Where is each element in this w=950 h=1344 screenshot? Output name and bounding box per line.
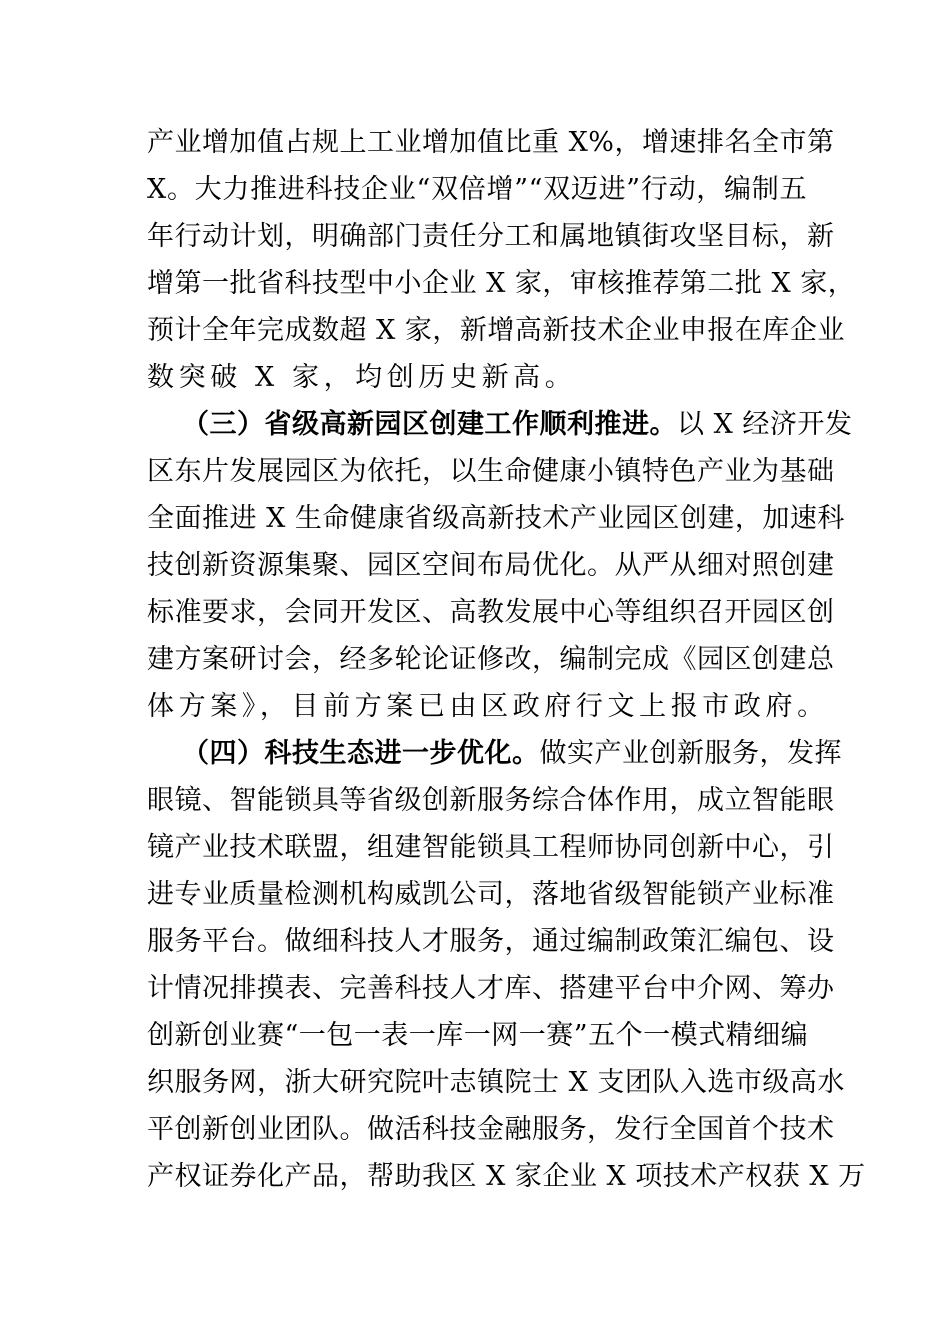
text-line: 织服务网，浙大研究院叶志镇院士 X 支团队入选市级高水 — [147, 1067, 845, 1098]
text-line: 眼镜、智能锁具等省级创新服务综合体作用，成立智能眼 — [147, 785, 835, 816]
text-line: 技创新资源集聚、园区空间布局优化。从严从细对照创建 — [147, 550, 835, 581]
text-span: 以 X 经济开发 — [677, 409, 853, 440]
section-heading-line — [182, 405, 853, 445]
text-line: X。大力推进科技企业“双倍增”“双迈进”行动，编制五 — [147, 174, 807, 205]
section-heading-line — [182, 734, 842, 774]
text-line: 创新创业赛“一包一表一库一网一赛”五个一模式精细编 — [147, 1020, 809, 1051]
text-line: 建方案研讨会，经多轮论证修改，编制完成《园区创建总 — [147, 644, 835, 675]
text-line: 年行动计划，明确部门责任分工和属地镇街攻坚目标，新 — [147, 221, 835, 252]
text-line: 进专业质量检测机构威凯公司，落地省级智能锁产业标准 — [147, 879, 835, 910]
text-span: 做实产业创新服务，发挥 — [539, 738, 842, 769]
text-line: 服务平台。做细科技人才服务，通过编制政策汇编包、设 — [147, 926, 835, 957]
text-line: 全面推进 X 生命健康省级高新技术产业园区创建，加速科 — [147, 503, 845, 534]
text-line: 镜产业技术联盟，组建智能锁具工程师协同创新中心，引 — [147, 832, 835, 863]
text-line: 产业增加值占规上工业增加值比重 X%，增速排名全市第 — [147, 127, 835, 158]
text-line: 增第一批省科技型中小企业 X 家，审核推荐第二批 X 家， — [147, 268, 856, 299]
text-line: 平创新创业团队。做活科技金融服务，发行全国首个技术 — [147, 1114, 835, 1145]
text-line: 计情况排摸表、完善科技人才库、搭建平台中介网、筹办 — [147, 973, 835, 1004]
text-line: 预计全年完成数超 X 家，新增高新技术企业申报在库企业 — [147, 315, 845, 346]
text-line: 数突破 X 家，均创历史新高。 — [147, 362, 577, 393]
text-line: 体方案》，目前方案已由区政府行文上报市政府。 — [147, 691, 829, 722]
text-line: 产权证券化产品，帮助我区 X 家企业 X 项技术产权获 X 万 — [147, 1161, 866, 1192]
text-line: 区东片发展园区为依托，以生命健康小镇特色产业为基础 — [147, 456, 835, 487]
text-line: 标准要求，会同开发区、高教发展中心等组织召开园区创 — [147, 597, 835, 628]
section-heading: （四）科技生态进一步优化。 — [182, 738, 540, 769]
section-heading: （三）省级高新园区创建工作顺利推进。 — [182, 409, 677, 440]
